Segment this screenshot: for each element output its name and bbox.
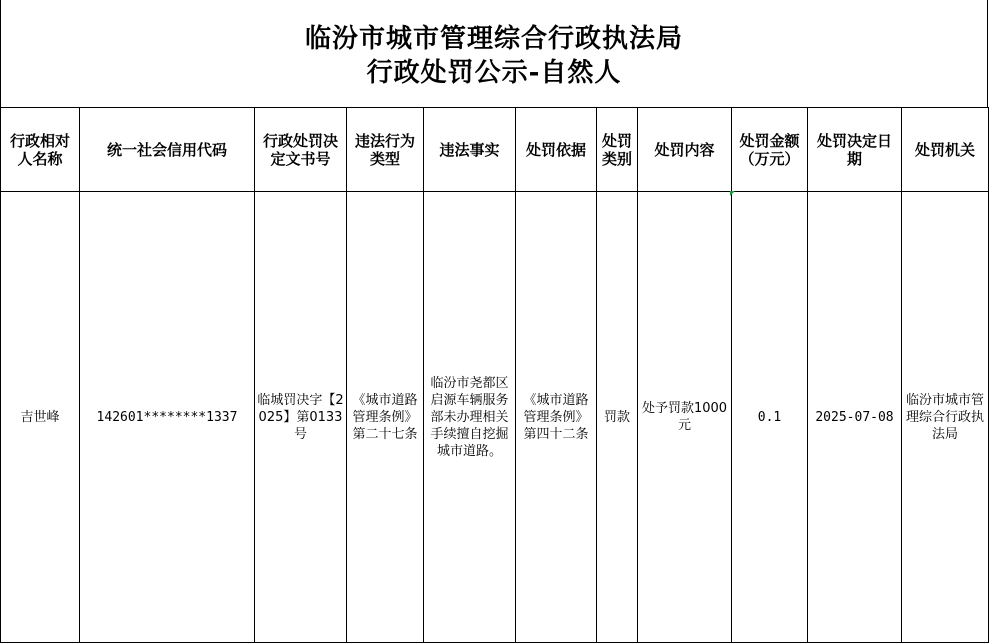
document-subtitle: 行政处罚公示-自然人 [366, 58, 622, 88]
cell-decision-doc-no: 临城罚决字【2025】第0133号 [255, 192, 347, 643]
header-credit-code: 统一社会信用代码 [80, 108, 255, 192]
cell-comment-marker [730, 191, 735, 196]
document-header [0, 0, 988, 107]
header-penalty-category: 处罚类别 [597, 108, 638, 192]
header-violation-type: 违法行为类型 [347, 108, 424, 192]
cell-violation-type: 《城市道路管理条例》第二十七条 [347, 192, 424, 643]
penalty-table [0, 107, 989, 643]
document-title: 临汾市城市管理综合行政执法局 [304, 24, 683, 54]
cell-penalty-content: 处予罚款1000元 [638, 192, 732, 643]
header-penalty-content: 处罚内容 [638, 108, 732, 192]
cell-penalty-amount: 0.1 [732, 192, 808, 643]
cell-party-name: 吉世峰 [1, 192, 80, 643]
table-row [1, 192, 989, 643]
cell-authority: 临汾市城市管理综合行政执法局 [902, 192, 989, 643]
header-decision-doc-no: 行政处罚决定文书号 [255, 108, 347, 192]
cell-penalty-category: 罚款 [597, 192, 638, 643]
header-violation-facts: 违法事实 [424, 108, 516, 192]
cell-penalty-basis: 《城市道路管理条例》第四十二条 [516, 192, 597, 643]
header-authority: 处罚机关 [902, 108, 989, 192]
header-party-name: 行政相对人名称 [1, 108, 80, 192]
header-penalty-basis: 处罚依据 [516, 108, 597, 192]
header-decision-date: 处罚决定日期 [808, 108, 902, 192]
header-penalty-amount: 处罚金额（万元） [732, 108, 808, 192]
table-header-row [1, 108, 989, 192]
cell-credit-code: 142601********1337 [80, 192, 255, 643]
cell-decision-date: 2025-07-08 [808, 192, 902, 643]
cell-violation-facts: 临汾市尧都区启源车辆服务部未办理相关手续擅自挖掘城市道路。 [424, 192, 516, 643]
